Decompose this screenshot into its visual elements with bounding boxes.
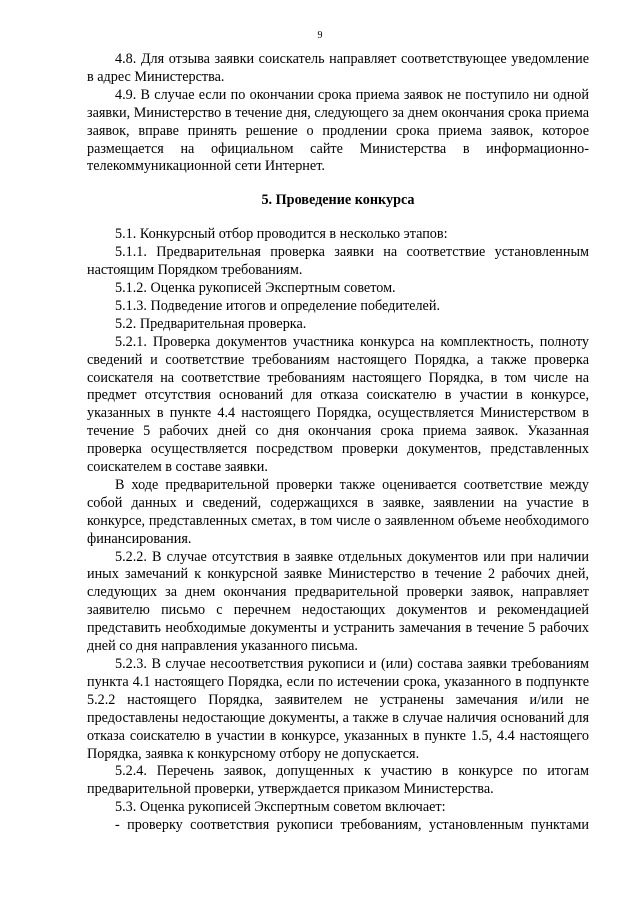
section-heading: 5. Проведение конкурса [261,192,415,209]
paragraph-5-3: 5.3. Оценка рукописей Экспертным советом включает: [115,799,446,816]
paragraph-5-1-3: 5.1.3. Подведение итогов и определение победителей. [115,297,440,314]
paragraph-5-1-2: 5.1.2. Оценка рукописей Экспертным советом. [115,279,396,296]
paragraph-5-2-1: 5.2.1. Проверка документов участника конкурса на комплектность, полноту сведений и соответствие требованиям настоящего Порядка, а также проверка соискателя на соответствие требованиям настоящего Порядка, в том числе на предмет отсутствия оснований для отказа соискателю в участии в конкурсе, указанных в пункте 4.4 настоящего Порядка, осуществляется Министерством в течение 5 рабочих дней со дня окончания срока приема заявок. Указанная проверка осуществляется посредством проверки документов, представленных соискателем в составе заявки. [87,333,589,476]
paragraph-4-8: 4.8. Для отзыва заявки соискатель направляет соответствующее уведомление в адрес Министерства. [87,51,589,85]
paragraph-list-item: - проверку соответствия рукописи требованиям, установленным пунктами [115,817,589,834]
document-body [87,51,589,835]
paragraph-4-9: 4.9. В случае если по окончании срока приема заявок не поступило ни одной заявки, Министерство в течение дня, следующего за днем окончания срока приема заявок, вправе принять решение о продлении срока приема заявок, которое размещается на официальном сайте Министерства в информационно-телекоммуникационной сети Интернет. [87,86,589,175]
paragraph-5-1: 5.1. Конкурсный отбор проводится в несколько этапов: [115,226,448,243]
paragraph-preliminary-check: В ходе предварительной проверки также оценивается соответствие между собой данных и сведений, содержащихся в заявке, заявлении на участие в конкурсе, представленных сметах, в том числе о заявленном объеме необходимого финансирования. [87,476,589,547]
paragraph-5-2-3: 5.2.3. В случае несоответствия рукописи и (или) состава заявки требованиям пункта 4.1 настоящего Порядка, если по истечении срока, указанного в подпункте 5.2.2 настоящего Порядка, заявителем не устранены замечания и/или не предоставлены недостающие документы, а также в случае наличия оснований для отказа соискателю в участии в конкурсе, указанных в пункте 1.5, 4.4 настоящего Порядка, заявка к конкурсному отбору не допускается. [87,656,589,762]
paragraph-5-2-4: 5.2.4. Перечень заявок, допущенных к участию в конкурсе по итогам предварительной проверки, утверждается приказом Министерства. [87,763,589,798]
paragraph-5-2-2: 5.2.2. В случае отсутствия в заявке отдельных документов или при наличии иных замечаний к конкурсной заявке Министерство в течение 2 рабочих дней, следующих за днем окончания предварительной проверки заявок, направляет заявителю письмо с перечнем недостающих документов и рекомендацией представить необходимые документы и устранить замечания в течение 5 рабочих дней со дня направления указанного письма. [87,548,589,655]
paragraph-5-1-1: 5.1.1. Предварительная проверка заявки на соответствие установленным настоящим Порядком требованиям. [87,244,589,279]
page-number: 9 [317,30,323,41]
paragraph-5-2: 5.2. Предварительная проверка. [115,315,307,332]
